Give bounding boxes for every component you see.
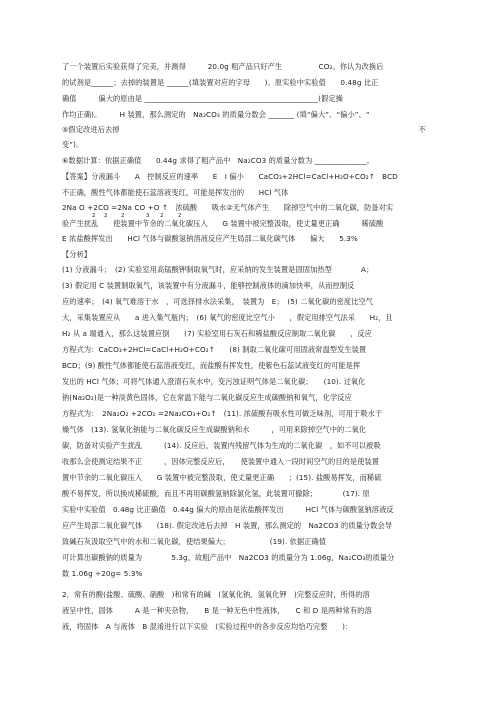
text-line: ⑥数据计算：依据正确值 0.44g 求得了粗产品中 Na₂CO3 的质量分数为 ______________。 bbox=[62, 156, 374, 165]
text-line: (3) 假定用 C 装置制取氧气，该装置中有分液漏斗，能够控制液体的滴加快率，从而控制反 bbox=[62, 281, 355, 290]
text-line: BCD；(9) 酸性气体都能使石蕊溶液变红，而盐酸有挥发性，使紫色石蕊试液变红的可能是挥 bbox=[62, 361, 361, 370]
subscript: 2 bbox=[121, 213, 125, 219]
text-line: 验产生扰乱 使装置中节余的二氧化碳压入 G 装置中被完整汲取，使丈量更正确 稀硫酸 bbox=[62, 219, 384, 228]
subscript: 2 bbox=[104, 213, 108, 219]
text-line: 应产生局部二氧化碳气体 (18). 假定改进后去掉 H 装置，那么测定的 Na2CO3 的质量分数会导 bbox=[62, 521, 393, 530]
text-line: ⑤假定改进后去掉 不 bbox=[62, 125, 426, 134]
answer-line: 【答案】分液漏斗 A 控制反应的速率 E Ⅰ 偏小 CaCO₃+2HCl=CaCl+H₂O+CO₂↑ BCD bbox=[62, 172, 398, 181]
text-line: 碳，防备对实验产生扰乱 (14). 反应后，装置内残留气体为生成的二氧化碳 ，如不可以被吸 bbox=[62, 441, 381, 450]
subscript: 2 bbox=[178, 213, 182, 219]
text-line: 大，采集装置应从 a 进入集气瓶内； (6) 氧气的密度比空气小 ，假定用排空气法采 H₂，且 bbox=[62, 313, 393, 322]
analysis-heading: 【分析】 bbox=[62, 250, 92, 259]
text-line: 液呈中性，固体 A 是一种夹杂物， B 是一种无色中性液体， C 和 D 是两种常有的溶 bbox=[62, 606, 372, 615]
text-line: H₂ 从 a 端通入，那么这装置应倒 (7) 实验室用石灰石和稀盐酸反应制取二氧化碳 ，反应 bbox=[62, 329, 372, 338]
text-line: 变”)。 bbox=[62, 140, 84, 149]
text-line: 酸不易挥发，所以换成稀硫酸，而且不再用碳酸氢钠除氯化氢，此装置可撤除； (17). 原 bbox=[62, 489, 370, 498]
text-line: 收那么会使测定结果不正 ，因体完整反应后， 使装置中通入一段时间空气的目的是使装置 bbox=[62, 457, 380, 466]
text-line: 致碱石灰汲取空气中的水和二氧化碳，使结果偏大； (19). 依据正确值 bbox=[62, 537, 327, 546]
text-line: 应的速率； (4) 氧气难溶于水 ，可选择排水法采集， 装置为 E； (5) 二氧化碳的密度比空气 bbox=[62, 297, 374, 306]
text-line: 燥气体 (13). 氢氧化钠能与二氧化碳反应生成碳酸钠和水 ，可用来除掉空气中的二氧化 bbox=[62, 425, 367, 434]
text-line: 了一个装置后实验获得了完美，并测得 20.0g 粗产品只好产生 CO₂。你认为改换后 bbox=[62, 62, 384, 71]
text-line: 确值 偏大的原由是 _______________________________________________(假定操 bbox=[62, 94, 343, 103]
text-line: 数 1.06g ÷20g= 5.3% bbox=[62, 569, 143, 578]
text-line: (1) 分液漏斗； (2) 实验室用高锰酸钾制取氧气时，应采纳的发生装置是固固加热型 A； bbox=[62, 265, 374, 274]
text-line: 可计算出碳酸钠的质量为 5.3g，故粗产品中 Na2CO3 的质量分为 1.06g，Na₂CO₃的质量分 bbox=[62, 553, 395, 562]
text-line: 液，将固体 A 与液体 B 混淆进行以下实验 (实验过程中的各步反应均恰巧完整 )： bbox=[62, 622, 353, 631]
text-line: 钠(Na₂O₂)是一种淡黄色固体，它在常温下能与二氧化碳反应生成碳酸钠和氧气，化学反应 bbox=[62, 393, 352, 402]
subscript: 3 bbox=[146, 213, 150, 219]
subscript: 2 bbox=[160, 213, 164, 219]
text-line: 实验中实验值 0.48g 比正确值 0.44g 偏大的原由是浓盐酸挥发出 HCl 气体与碳酸氢钠溶液反 bbox=[62, 505, 394, 514]
text-line: 不正确，酸性气体都能使石蕊溶液变红，可能是挥发出的 HCl 气体 bbox=[62, 188, 289, 197]
text-line: E 浓盐酸挥发出 HCl 气体与碳酸氢钠溶液反应产生局部二氧化碳气体 偏大 5.3% bbox=[62, 234, 358, 243]
text-line: 发出的 HCl 气体；可将气体通入澄清石灰水中，变污浊证明气体是二氧化碳； (10). 过氧化 bbox=[62, 377, 366, 386]
text-line: 方程式为：CaCO₃+2HCl=CaCl+H₂O+CO₂↑ (8) 制取二氧化碳可用固液常温型发生装置 bbox=[62, 345, 367, 354]
question-2-line: 2．常有的酸(盐酸、硫酸、硝酸 )和常有的碱 (氢氧化钠、氢氧化钾 )完整反应时，所得的溶 bbox=[62, 590, 370, 599]
text-line: 置中节余的二氧化碳压入 G 装置中被完整汲取，使丈量更正确 ；(15). 盐酸易挥发，而稀硫 bbox=[62, 473, 382, 482]
text-line: 的试剂是______；去掉的装置是 ______(填装置对应的字母 )。原实验中实验值 0.48g 比正 bbox=[62, 78, 379, 87]
subscript: 2 bbox=[92, 213, 96, 219]
equation-line: 2Na O +2CO =2Na CO +O ↑ 浓硫酸 吸水②无气体产生 除掉空气中的二氧化碳，防备对实 bbox=[62, 203, 394, 212]
text-line: 方程式为： 2Na₂O₂ +2CO₂ =2Na₂CO₃+O₂↑ (11). 浓硫酸有吸水性可做乏味剂，可用于吸水干 bbox=[62, 409, 383, 418]
text-line: 作均正确)。 H 装置，那么测定的 Na₂CO₃ 的质量分数会 _______ (填“偏大”、“偏小”、“ bbox=[62, 110, 370, 119]
